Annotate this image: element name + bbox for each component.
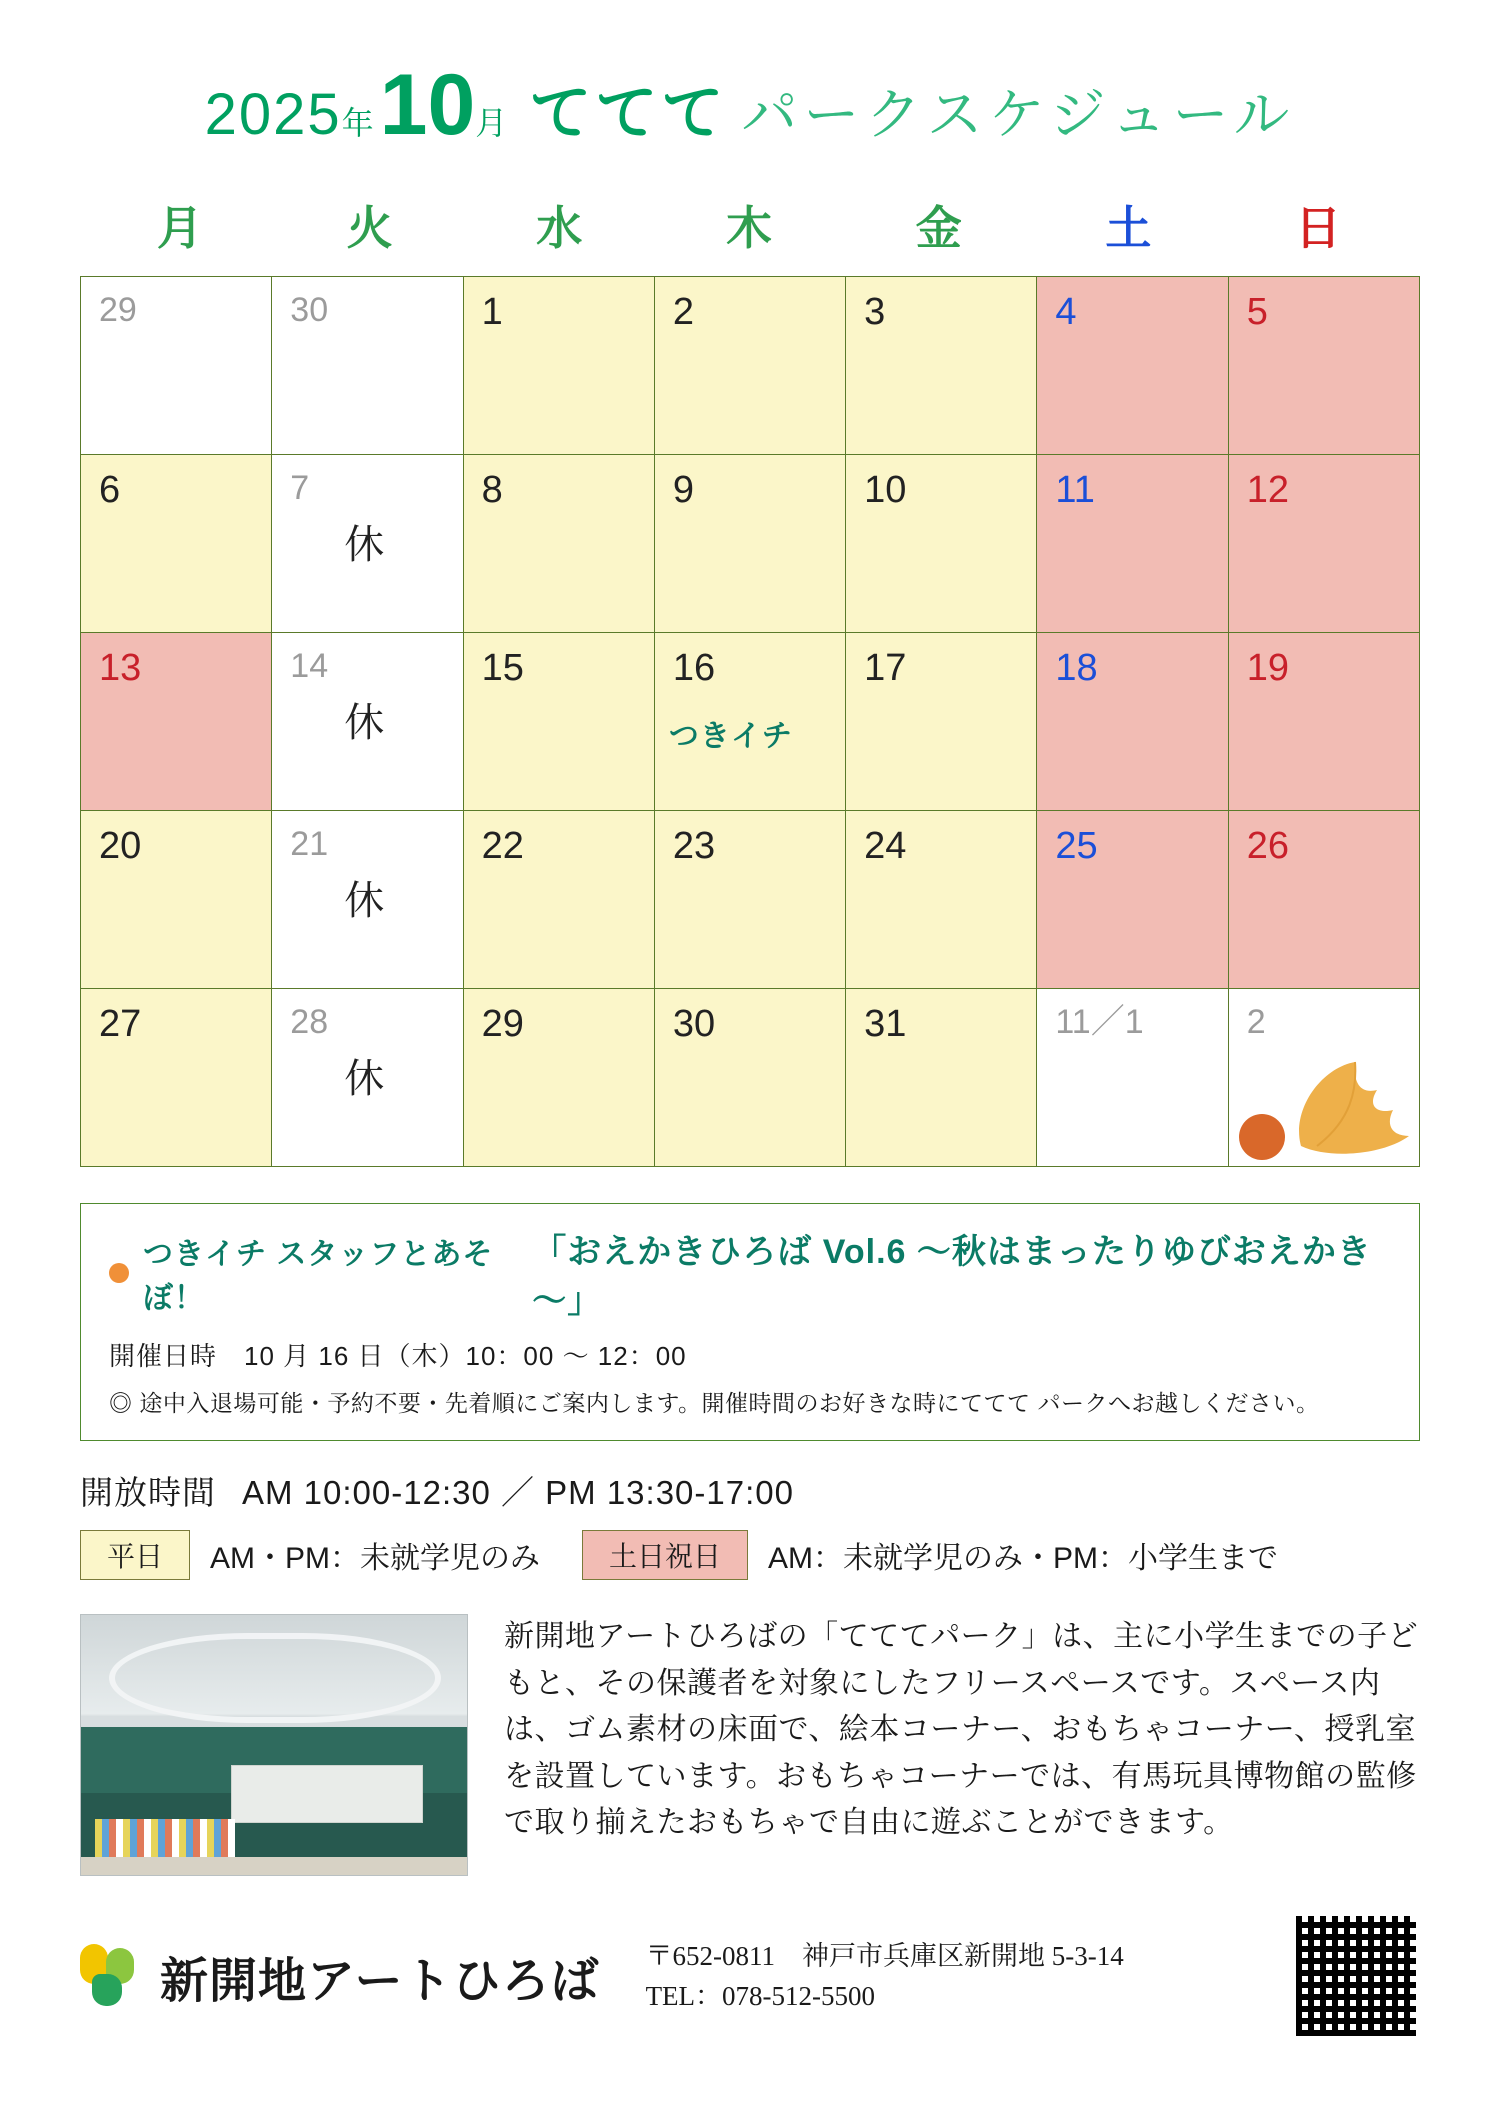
calendar-cell bbox=[464, 989, 655, 1167]
bullet-icon bbox=[109, 1263, 129, 1283]
calendar-cell bbox=[272, 989, 463, 1167]
calendar-day-number: 19 bbox=[1246, 647, 1289, 689]
calendar-cell bbox=[655, 455, 846, 633]
ginkgo-leaf-icon bbox=[1281, 1050, 1431, 1170]
photo-bench bbox=[231, 1765, 423, 1823]
info-section bbox=[80, 1614, 1420, 1876]
title-month: 10 bbox=[379, 57, 476, 153]
calendar-day-number: 16 bbox=[672, 647, 716, 689]
title-year-unit: 年 bbox=[341, 105, 374, 141]
weekday-header bbox=[80, 192, 1420, 258]
weekday-thu: 木 bbox=[725, 202, 774, 254]
event-headline-text: つきイチ スタッフとあそぼ！ bbox=[143, 1238, 494, 1315]
closed-day-mark: 休 bbox=[344, 1057, 385, 1101]
qr-code-icon[interactable] bbox=[1292, 1912, 1420, 2040]
weekday-fri: 金 bbox=[915, 202, 964, 254]
contact-info bbox=[646, 1936, 1124, 2017]
calendar-cell bbox=[272, 811, 463, 989]
title-year: 2025 bbox=[204, 82, 342, 147]
closed-day-mark: 休 bbox=[344, 879, 385, 923]
calendar-day-number: 9 bbox=[672, 469, 694, 511]
title-brand: ててて bbox=[529, 79, 728, 148]
calendar-cell bbox=[1229, 989, 1420, 1167]
calendar-cell bbox=[272, 455, 463, 633]
calendar-cell bbox=[81, 633, 272, 811]
calendar-day-number: 3 bbox=[864, 291, 886, 333]
calendar-cell bbox=[846, 455, 1037, 633]
calendar-day-number: 27 bbox=[99, 1003, 142, 1045]
calendar-cell bbox=[81, 989, 272, 1167]
opening-hours bbox=[80, 1467, 1420, 1514]
calendar-day-number: 10 bbox=[864, 469, 907, 511]
logo-icon bbox=[80, 1944, 144, 2008]
acorn-icon bbox=[1239, 1114, 1285, 1160]
calendar-day-number: 2 bbox=[1246, 1003, 1266, 1041]
event-note: ◎ 途中入退場可能・予約不要・先着順にご案内します。開催時間のお好きな時にててて パークへお越しください。 bbox=[109, 1390, 1320, 1416]
calendar-cell bbox=[655, 811, 846, 989]
calendar-day-number: 7 bbox=[290, 469, 310, 507]
calendar-day-number: 14 bbox=[290, 647, 329, 685]
weekday-mon: 月 bbox=[156, 202, 205, 254]
photo-floor bbox=[81, 1857, 467, 1875]
calendar-cell bbox=[1229, 811, 1420, 989]
closed-day-mark: 休 bbox=[344, 701, 385, 745]
calendar-day-number: 23 bbox=[672, 825, 716, 867]
calendar-day-number: 22 bbox=[481, 825, 524, 867]
calendar-day-number: 17 bbox=[864, 647, 907, 689]
calendar-cell bbox=[1037, 277, 1228, 455]
calendar-cell bbox=[655, 277, 846, 455]
weekday-sun: 日 bbox=[1295, 202, 1344, 254]
legend-holiday-text: AM：未就学児のみ・PM：小学生まで bbox=[768, 1542, 1279, 1575]
legend-weekday-chip: 平日 bbox=[80, 1530, 190, 1580]
calendar-day-number: 12 bbox=[1246, 469, 1289, 511]
calendar-cell bbox=[846, 989, 1037, 1167]
calendar-cell bbox=[81, 811, 272, 989]
title-month-unit: 月 bbox=[475, 105, 508, 141]
footer bbox=[80, 1912, 1420, 2040]
calendar-cell bbox=[81, 277, 272, 455]
calendar-event-tag: つきイチ bbox=[668, 720, 793, 753]
calendar-cell bbox=[846, 811, 1037, 989]
calendar-day-number: 18 bbox=[1055, 647, 1098, 689]
calendar-day-number: 30 bbox=[290, 291, 329, 329]
calendar-day-number: 11 bbox=[1055, 469, 1095, 511]
event-callout bbox=[80, 1203, 1420, 1441]
calendar-day-number: 29 bbox=[99, 291, 137, 329]
closed-day-mark: 休 bbox=[344, 523, 385, 567]
calendar-day-number: 5 bbox=[1246, 291, 1268, 333]
calendar-day-number: 25 bbox=[1055, 825, 1098, 867]
title-subtitle: パークスケジュール bbox=[741, 83, 1296, 146]
page-title bbox=[80, 0, 1420, 153]
event-datetime: 開催日時 10 月 16 日（木）10：00 ～ 12：00 bbox=[109, 1341, 687, 1371]
calendar-day-number: 29 bbox=[481, 1003, 524, 1045]
weekday-tue: 火 bbox=[346, 202, 395, 254]
calendar-cell bbox=[272, 633, 463, 811]
legend-weekday-text: AM・PM：未就学児のみ bbox=[210, 1542, 541, 1575]
organization-name: 新開地アートひろば bbox=[160, 1954, 600, 2008]
calendar-cell bbox=[81, 455, 272, 633]
calendar-day-number: 15 bbox=[481, 647, 524, 689]
facility-description: 新開地アートひろばの「てててパーク」は、主に小学生までの子どもと、その保護者を対象にしたフリースペースです。スペース内は、ゴム素材の床面で、絵本コーナー、おもちゃコーナー、授乳室を設置しています。おもちゃコーナーでは、有馬玩具博物館の監修で取り揃えたおもちゃで自由に遊ぶことができます。 bbox=[504, 1620, 1419, 1839]
calendar-cell bbox=[272, 277, 463, 455]
postal-address: 〒652-0811 神戸市兵庫区新開地 5-3-14 bbox=[645, 1940, 1124, 1971]
event-headline-title: 「おえかきひろば Vol.6 ～秋はまったりゆびおえかき～」 bbox=[532, 1233, 1372, 1320]
facility-photo bbox=[80, 1614, 468, 1876]
hours-legend bbox=[80, 1530, 1420, 1580]
calendar-day-number: 20 bbox=[99, 825, 142, 867]
calendar-cell bbox=[846, 633, 1037, 811]
calendar-cell bbox=[464, 633, 655, 811]
calendar-cell bbox=[1037, 633, 1228, 811]
opening-hours-label: 開放時間 bbox=[80, 1474, 216, 1511]
legend-holiday-chip: 土日祝日 bbox=[582, 1530, 748, 1580]
calendar-day-number: 30 bbox=[672, 1003, 716, 1045]
calendar-cell bbox=[655, 633, 846, 811]
calendar-cell bbox=[1037, 811, 1228, 989]
calendar-day-number: 2 bbox=[672, 291, 694, 333]
calendar-day-number: 31 bbox=[864, 1003, 907, 1045]
calendar-day-number: 8 bbox=[481, 469, 503, 511]
calendar-cell bbox=[464, 277, 655, 455]
weekday-sat: 土 bbox=[1105, 202, 1154, 254]
opening-hours-value: AM 10:00-12:30 ／ PM 13:30-17:00 bbox=[242, 1474, 794, 1511]
photo-ceiling-light bbox=[109, 1633, 441, 1723]
weekday-wed: 水 bbox=[536, 202, 585, 254]
calendar-cell bbox=[1229, 455, 1420, 633]
telephone: TEL：078-512-5500 bbox=[645, 1981, 876, 2011]
calendar-cell bbox=[1037, 989, 1228, 1167]
calendar-day-number: 6 bbox=[99, 469, 121, 511]
calendar-day-number: 13 bbox=[99, 647, 142, 689]
photo-books bbox=[95, 1819, 235, 1857]
calendar-cell bbox=[1037, 455, 1228, 633]
calendar-day-number: 21 bbox=[290, 825, 329, 863]
event-headline bbox=[109, 1224, 1391, 1322]
calendar-cell bbox=[464, 811, 655, 989]
calendar-cell bbox=[846, 277, 1037, 455]
calendar-grid bbox=[80, 276, 1420, 1167]
calendar-cell bbox=[1229, 277, 1420, 455]
calendar-cell bbox=[1229, 633, 1420, 811]
calendar-cell bbox=[464, 455, 655, 633]
calendar-day-number: 28 bbox=[290, 1003, 329, 1041]
calendar-day-number: 24 bbox=[864, 825, 907, 867]
calendar-day-number: 4 bbox=[1055, 291, 1077, 333]
calendar-day-number: 26 bbox=[1246, 825, 1289, 867]
calendar-day-number: 1 bbox=[481, 291, 503, 333]
calendar-day-number: 11／1 bbox=[1055, 1003, 1144, 1041]
calendar-cell bbox=[655, 989, 846, 1167]
